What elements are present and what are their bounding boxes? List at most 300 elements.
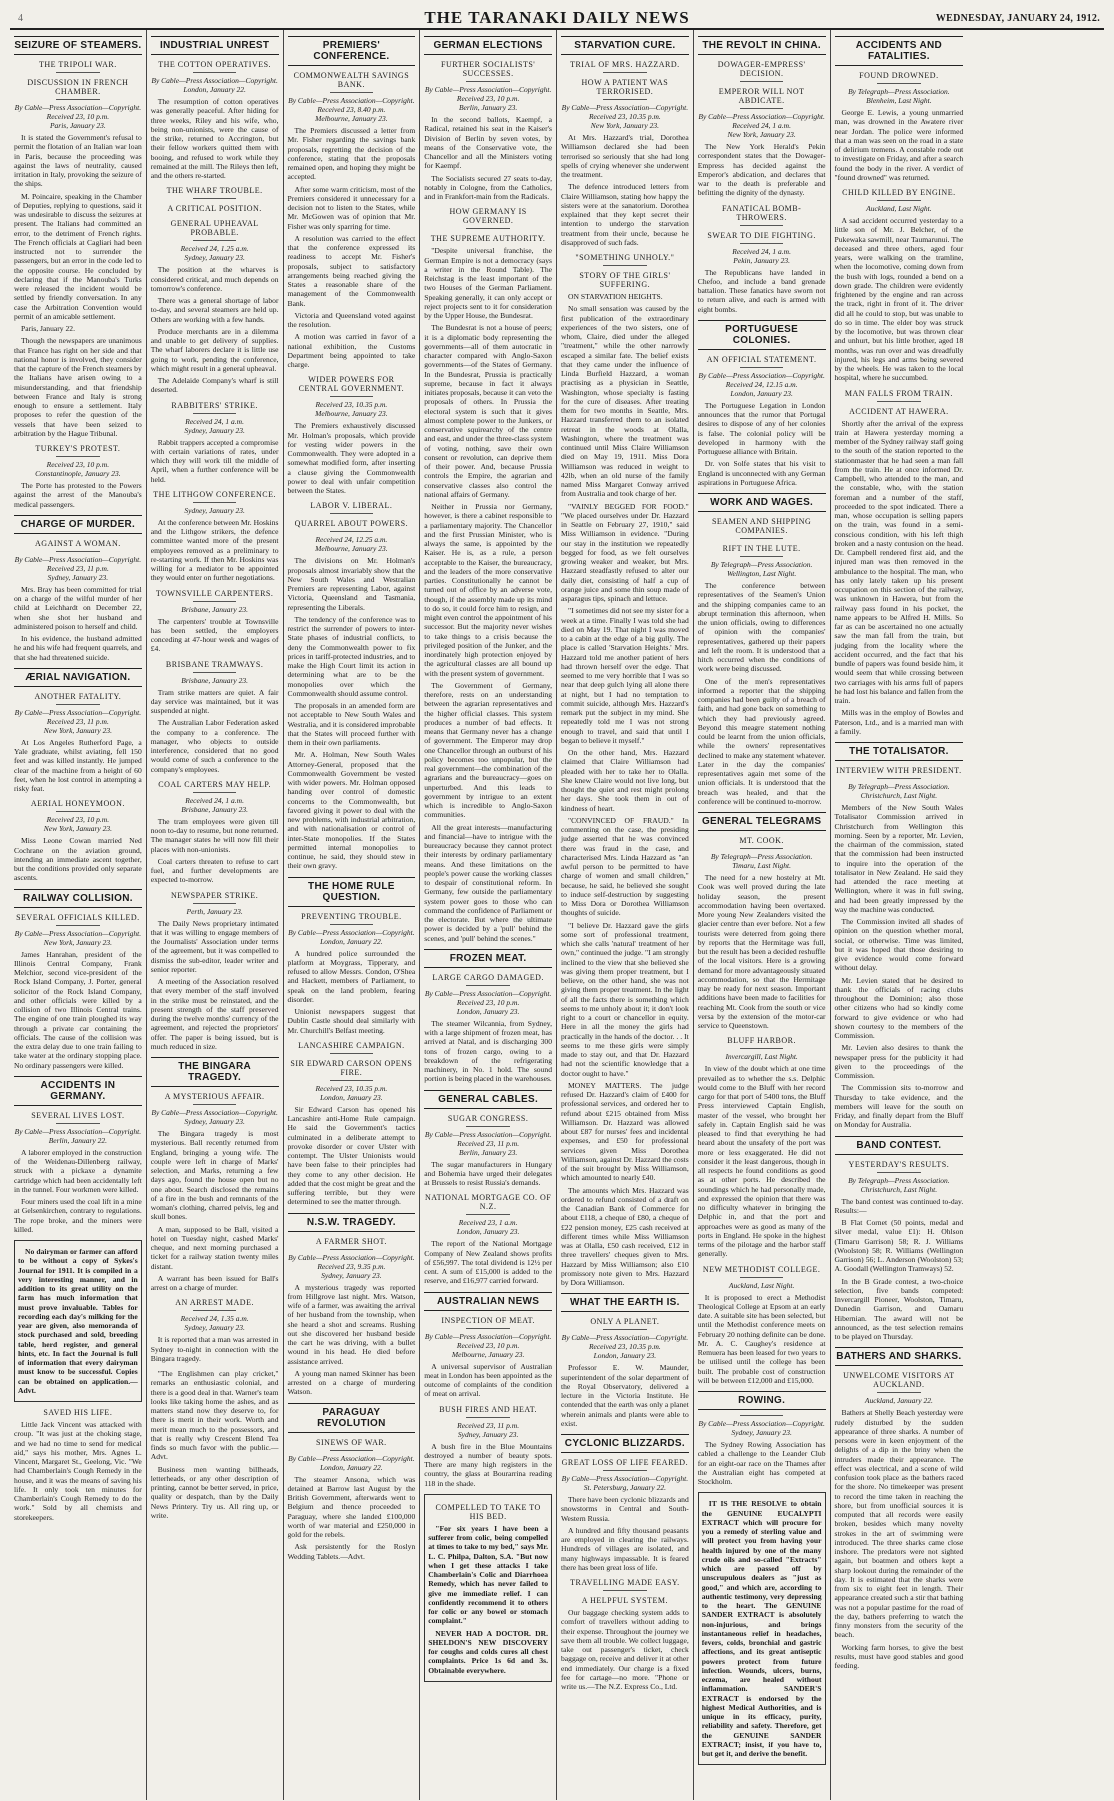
paragraph: The steamer Ansona, which was detained at Barrow last August by the British Government, afterwards went to Belgium and thence proceeded to Paraguay, where she landed £100,000 worth of war material and £250,000 in gold for the rebels. [287,1474,416,1539]
article [288,375,416,495]
divider [740,1415,783,1416]
divider [330,92,373,93]
paragraph: A mysterious tragedy was reported from Hillgrove last night. Mrs. Watson, wife of a farmer, was awaiting the arrival of her husband from the township, when she heard a shot and screams. Rushing out she discovered her husband beside the cart he was driving, with a bullet wound in his head. He died before assistance arrived. [287,1282,416,1366]
paragraph: A young man named Skinner has been arrested on a charge of murdering Watson. [287,1368,416,1397]
paragraph: The New York Herald's Pekin correspondent states that the Dowager-Empress has decided against the Emperor's abdication, and declares that war to the death is preferable and befitting the dignity of the dynasty. [697,142,826,198]
article [424,1090,552,1188]
dateline: By Cable—Press Association—Copyright. [14,554,142,564]
paragraph: A universal supervisor of Australian meat in London has been appointed as the outcome of complaints of the condition of meat on arrival. [424,1361,552,1399]
dateline: St. Petersburg, January 22. [583,1483,666,1492]
dateline: Christchurch, Last Night. [860,1184,938,1194]
paragraph: A warrant has been issued for Ball's arrest on a charge of murder. [150,1273,279,1292]
paragraph: M. Poincaire, speaking in the Chamber of Deputies, replying to questions, said it was undesirable to discuss the seizures at present. The Italians had committed an error, to the detriment of French rights. The French officials at Cagliari had been instructed not to surrender the passengers, but an error in the code led to the opposite course. He concluded by declaring that if the Manouba's Turks were released the incident would be settled by friendly conversation. In any case the Arbitration Convention would permit of an amicable settlement. [14,191,142,321]
article-subheading: A MYSTERIOUS AFFAIR. [164,1092,265,1101]
divider [740,108,783,109]
divider [330,531,373,532]
paragraph: Paris, January 22. [21,324,75,333]
dateline: New York, January 23. [43,725,112,735]
paragraph: In his evidence, the husband admitted he and his wife had frequent quarrels, and that she had threatened suicide. [14,634,142,662]
dateline: Received 24, 1.25 a.m. [180,244,249,254]
divider [330,924,373,925]
dateline: By Cable—Press Association—Copyright. [14,103,142,112]
divider [740,538,783,539]
dateline: By Cable—Press Association—Copyright. [698,1419,825,1428]
column-2 [147,30,284,1800]
divider [466,1126,509,1127]
article-subheading: "SOMETHING UNHOLY." [575,253,675,262]
dateline: Received 23, 10.35 p.m. [588,112,661,121]
divider [193,240,236,241]
article-heading: FROZEN MEAT. [424,949,552,968]
article-subheading: SEAMEN AND SHIPPING COMPANIES. [711,517,812,535]
article-heading: INDUSTRIAL UNREST [151,36,279,55]
article-subheading: INSPECTION OF MEAT. [441,1315,535,1325]
advertisement [14,1240,142,1402]
dateline: London, January 22. [320,1462,383,1472]
paragraph: At Los Angeles Rutherford Page, a Yale graduate, whilst aviating, fell 150 feet and was killed instantly. He jumped clear of the machine from a height of 60 feet, when he lost control in attempting a risky feat. [14,737,142,793]
divider [466,1417,509,1418]
paragraph: Our baggage checking system adds to comfort of travellers without adding to their expense. Throughout the journey we save them all trouble. We collect luggage, take out passenger's ticket, check baggage on, receive and deliver it at other end immediately. Our charge is a fixed fee for cartage—no more. "Phone or write us.—The N.Z. Express Co., Ltd. [561,1608,689,1691]
dateline: London, January 23. [320,1092,383,1102]
paragraph: The Government of Germany, therefore, rests on an understanding between the agrarian representatives and the higher official classes. This system produces a number of bad effects. It means that Germany never has a change of government. The Emperor may drop one Chancellor through an outburst of his policy becomes too unpopular, but the real government—the combination of the agrarians and the bureaucracy—goes on unperturbed. And this leads to government by intrigue to an extent which is incredible to Anglo-Saxon communities. [424,680,552,820]
article [288,501,416,870]
paragraph: The Australian Labor Federation asked the company to a conference. The manager, who objects to outside interference, considered that no good would come of such a conference to the company's employees. [150,718,279,774]
paragraph: The Premiers discussed a letter from Mr. Fisher regarding the savings bank proposals, regretting the decision of the conference, stating that the proposals remained open, and hoping they might be accepted. [287,126,416,182]
dateline: Received 23, 10 p.m. [456,997,520,1007]
paragraph: The steamer Wilcannia, from Sydney, with a large shipment of frozen meat, has arrived at Natal, and is discharging 300 tons of frozen cargo, owing to a breakdown of the refrigerating machinery, in No. 1 hold. The sound portion is being placed in the warehouses. [424,1018,552,1084]
article-subheading: EMPEROR WILL NOT ABDICATE. [718,87,805,105]
article-heading: PREMIERS' CONFERENCE. [288,36,416,66]
dateline: By Cable—Press Association—Copyright. [288,96,415,105]
article [14,36,142,438]
paragraph: Mr. Levien also desires to thank the newspaper press for the publicity it had given to the proceedings of the Commission. [834,1043,964,1080]
divider [603,99,646,100]
paragraph: "VAINLY BEGGED FOR FOOD." "We placed ourselves under Dr. Hazzard in Seattle on February 27, 1910," said Miss Williamson in evidence. "During our stay in the institution we repeatedly begged for food, as we felt ourselves growing weaker and weaker, but Mrs. Hazzard steadfastly refused to alter our daily diet, consisting of half a cup of orange juice and some thin soup made of asparagus tips, spinach and lettuce. [561,501,689,603]
article [288,1403,416,1561]
dateline: Received 24, 12.15 a.m. [725,379,798,389]
article-heading: THE TOTALISATOR. [835,742,964,761]
dateline: New York, January 23. [590,121,659,130]
article-subheading: CHILD KILLED BY ENGINE. [842,188,956,197]
article [151,401,279,484]
article-subheading: PREVENTING TROUBLE. [301,911,402,921]
dateline: By Cable—Press Association—Copyright. [14,1126,142,1136]
article-subheading: SUGAR CONGRESS. [447,1113,529,1123]
dateline: Received 23, 10 p.m. [456,1340,520,1350]
paragraph: A hundred police surrounded the platform at Moygrass, Tipperary, and refused to allow Messrs. Condon, O'Shea and Hackett, members of Parliament, to speak on the land problem, fearing disorder. [287,948,416,1004]
divider [740,367,783,368]
paragraph: Business men wanting billheads, letterheads, or any other description of printing, cannot be better served, in price, quality or despatch, than by the Daily News Printery. Try us. All ring up, or write. [150,1464,279,1520]
article [14,889,142,1070]
paragraph: It is reported that a man was arrested in Sydney to-night in connection with the Bingara tragedy. [150,1335,279,1363]
paragraph: Little Jack Vincent was attacked with croup. "It was just at the choking stage, and we had no time to send for medical aid," says his mother, Mrs. Agnes L. Vincent, Margaret St., Geelong, Vic. "We had Chamberlain's Cough Remedy in the house, and it was the means of saving his life. It only took ten minutes for Chamberlain's Cough Remedy to do the work." Sold by all chemists and storekeepers. [14,1420,142,1522]
dateline: Invercargill, Last Night. [725,1052,798,1062]
divider [193,903,236,904]
paragraph: "For six years I have been a sufferer from colic, being compelled at times to take to my bed," says Mr. L. C. Philpa, Dalton, S.A. "But now when I get these attacks I take Chamberlain's Colic and Diarrhoea Remedy, which has never failed to give me immediate relief. I can confidently recommend it to others for colic or any bowel or stomach complaint." [428,1523,548,1626]
article-heading: SEIZURE OF STEAMERS. [14,36,142,55]
paragraph: Coal carters threaten to refuse to cart fuel, and further developments are expected to-morrow. [150,856,279,885]
article [424,1193,552,1285]
divider [193,1310,236,1311]
paragraph: It is proposed to erect a Methodist Theological College at Epsom at an early date. A suitable site has been selected, but until the Methodist conference meets on February 20 nothing definite can be done. Mr. A. C. Caughey's residence at Remuera has been leased for two years to be utilised until the college has been built. The probable cost of construction will be between £12,000 and £15,000. [697,1292,826,1385]
article-heading: THE REVOLT IN CHINA. [698,36,826,55]
article [14,799,142,882]
dateline: By Cable—Press Association—Copyright. [424,85,552,94]
dateline: Auckland, January 22. [864,1396,933,1406]
dateline: Received 24, 12.25 a.m. [315,535,388,545]
paragraph: Ask persistently for the Roslyn Wedding Tablets.—Advt. [287,1542,416,1561]
article-subheading: BRISBANE TRAMWAYS. [165,659,264,669]
article [151,891,279,1052]
paragraph: The Bingara tragedy is most mysterious. Ball recently returned from England, bringing a young wife. The couple were left in charge of Marks' selection, and Marks, returning a few days ago, found the house open but no one about. Search disclosed the remains of a fire in the bush and remnants of the woman's clothing, charred pelvis, leg and skull bones. [150,1129,279,1222]
dateline: Received 23, 10 p.m. [456,94,520,103]
article-subheading: FURTHER SOCIALISTS' SUCCESSES. [441,60,536,78]
article [835,1347,964,1670]
article-subheading: ONLY A PLANET. [590,1317,660,1327]
paragraph: After some warm criticism, most of the Premiers considered it unnecessary for a decision not to listen to the States, while Mr. McGowen was of opinion that Mr. Fisher was only sparring for time. [287,184,416,231]
dateline: By Cable—Press Association—Copyright. [14,707,142,717]
paragraph: All the great interests—manufacturing and financial—have to intrigue with the bureaucracy because they cannot protect their interests by ordinary parliamentary means. And these limitations on the people's power cause the working classes to despair of constitutional reform. In Germany, few outside the parliamentary system power goes to those who can command the confidence of Parliament or the electorate. But where the ultimate power is decided by a 'pull' behind the scenes, and 'pull' behind the scenes." [424,822,552,943]
article [151,1057,279,1292]
dateline: By Cable—Press Association—Copyright. [424,1331,552,1341]
issue-date: WEDNESDAY, JANUARY 24, 1912. [935,13,1100,24]
dateline: By Telegraph—Press Association. [710,560,813,569]
divider [740,556,783,557]
article-subheading: THE LITHGOW CONFERENCE. [153,489,276,499]
paragraph: No small sensation was caused by the first publication of the extraordinary experiences of the two sisters, one of whom, Claire, died under the alleged "treatment," while the other narrowly escaped a similar fate. The belief exists that they came under the influence of Linda Burfield Hazzard, a woman practising as a physician in Seattle, Washington, whose specialty is fasting for the cure of diseases. After treating them for two months in Seattle, Mrs. Hazzard transferred them to an isolated retreat in the woods at Olalla, Washington, where the treatment was continued until Miss Claire Williamson died on May 19, 1911. Miss Dora Williamson was reduced in weight to 42lb, when an old nurse of the family named Miss Margaret Conway arrived from Australia and took charge of her. [561,304,689,499]
article-subheading: BLUFF HARBOR. [727,1036,796,1046]
article-subheading: DOWAGER-EMPRESS' DECISION. [717,60,806,78]
article-heading: PORTUGUESE COLONIES. [698,320,826,350]
dateline: Received 23, 10 p.m. [46,112,110,121]
dateline: Melbourne, January 23. [315,544,388,554]
dateline: Received 23, 10 p.m. [46,815,110,825]
dateline: By Telegraph—Press Association. [710,852,813,861]
divider [603,1470,646,1471]
article-heading: GENERAL CABLES. [424,1090,552,1109]
paragraph: Mr. A. Holman, New South Wales Attorney-General, proposed that the Commonwealth Government be vested with wider powers. Mr. Holman opposed handing over control of domestic concerns to the Commonwealth, but favored giving it power to deal with the new problems, with industrial arbitration, and with nationalisation or control of inter-State monopolies. If the States permitted internal monopolies to continue, he said, they should stew in their own gravy. [287,750,416,871]
divider [193,72,236,73]
dateline: London, January 23. [593,1351,657,1361]
article [14,444,142,509]
paragraph: The tram employees were given till noon to-day to resume, but none returned. The manager states he will now fill their places with non-unionists. [150,816,279,854]
dateline: By Cable—Press Association—Copyright. [14,928,142,938]
dateline: By Cable—Press Association—Copyright. [561,103,689,112]
dateline: Melbourne, January 23. [315,114,388,123]
paragraph: Members of the New South Wales Totalisator Commission arrived in Christchurch from Wellington this morning. Seen by a reporter, Mr. Levien, the chairman of the commission, stated that the commission had been instructed to inquire into the operation of the totalisator in New Zealand. He said they had attended the race meeting at Wellington, where it was in full swing, and had been greatly impressed by the way the machine was conducted. [834,803,964,914]
paragraph: A sad accident occurred yesterday to a little son of Mr. J. Belcher, of the Pukewaka sawmill, near Taumarunui. The deceased and three others, aged four years, were walking on the tramline, when the locomotive, coming down from the bush with logs, rounded a bend on a down grade. The children were evidently frightened by the engine and ran across the track, right in front of it. The driver did all he could to stop, but was unable to do so in time. The elder boy was struck by the locomotive, but was thrown clear and unhurt, but his little brother, aged 18 months, was run over and was dreadfully injured, his legs and arms being severed by the wheels. He was taken to the local hospital, where he succumbed. [834,216,964,383]
paragraph: Professor E. W. Maunder, superintendent of the solar department of the Royal Observatory, delivered a lecture in the Victoria Institute. He contended that the earth was only a planet wherein animals and plants were able to exist. [561,1363,689,1428]
column-3 [284,30,421,1800]
dateline: Received 23, 10.35 p.m. [315,400,388,410]
dateline: Perth, January 23. [186,906,243,916]
dateline: Pekin, January 23. [733,255,790,265]
paragraph: The amounts which Mrs. Hazzard was ordered to refund consisted of a draft on the Canadian Bank of Commerce for about £118, a cheque of £80, a cheque of £22 pension money, £25 cash received at different times while Miss Williamson was at Olalla, £50 cash received, £12 in three travellers' cheques given to Mrs. Hazzard by Miss Williamson; also £10 promissory note given to Mrs. Hazzard by Dora Williamson. [561,1185,689,1287]
paragraph: The Adelaide Company's wharf is still deserted. [150,376,279,395]
dateline: Berlin, January 23. [458,103,518,112]
newspaper-title: THE TARANAKI DAILY NEWS [424,8,690,27]
article-subheading: FANATICAL BOMB-THROWERS. [721,203,802,222]
article-subheading: ANOTHER FATALITY. [34,691,122,701]
article-subheading: SEVERAL OFFICIALS KILLED. [16,912,140,922]
article-subheading: HOW GERMANY IS GOVERNED. [449,207,527,226]
dateline: By Cable—Press Association—Copyright. [424,988,552,998]
article-subheading: AGAINST A WOMAN. [35,538,121,548]
paragraph: The Premiers exhaustively discussed Mr. Holman's proposals, which provide for vesting wider powers in the Commonwealth. They were adopted in a somewhat modified form, after inserting a clause giving the Commonwealth power to deal with unfair competition between the States. [287,421,416,495]
article [288,877,416,1035]
dateline: Received 24, 1.35 a.m. [180,1314,249,1324]
dateline: Received 23, 1 a.m. [458,1218,518,1228]
article-subheading: COMMONWEALTH SAVINGS BANK. [293,71,410,89]
article [151,1369,279,1520]
article [835,188,964,383]
divider [330,1249,373,1250]
article [14,1076,142,1234]
article [561,1434,689,1572]
dateline: Berlin, January 23. [458,1147,518,1157]
paragraph: The Porte has protested to the Powers against the arrest of the Manouba's medical passengers. [14,481,142,509]
article [151,219,279,394]
dateline: By Cable—Press Association—Copyright. [288,927,415,937]
paragraph: The position at the wharves is considered critical, and much depends on tomorrow's conference. [150,265,279,293]
paragraph: MONEY MATTERS. The judge refused Dr. Hazzard's claim of £400 for professional services, and ordered her to refund about £215 obtained from Miss Williamson. Dr. Hazzard was allowed about £87 for nurses' fees and incidental expenses, and £50 for professional services given Miss Dorothea Williamson, against Dr. Hazzard the costs of the suit brought by Miss Williamson, which amounted to nearly £40. [561,1080,689,1183]
divider [56,925,99,926]
dateline: New York, January 23. [43,824,112,834]
paragraph: Working farm horses, to give the best results, must have good stables and good feeding. [834,1642,964,1670]
article-subheading: GREAT LOSS OF LIFE FEARED. [561,1458,689,1467]
dateline: Received 23, 11 p.m. [457,1138,520,1148]
article [835,36,964,182]
article-subheading: DISCUSSION IN FRENCH CHAMBER. [27,78,129,96]
dateline: Blenheim, Last Night. [866,96,932,105]
article-subheading: STORY OF THE GIRLS' SUFFERING. [579,271,671,289]
article-subheading: AN ARREST MADE. [175,1298,254,1308]
article-heading: AUSTRALIAN NEWS [424,1292,552,1311]
paragraph: The conference between representatives of the Seamen's Union and the shipping companies came to an abrupt termination this afternoon, when the union officials, owing to differences of opinion with the companies' representatives, gathered up their papers and left the room. It is understood that a hitch occurred when the conditions of work were being discussed. [697,581,826,674]
divider [877,1172,921,1173]
paragraph: "I sometimes did not see my sister for a week at a time. Finally I was told she had died on May 19. That night I was moved to a cabin at the edge of a big gully. The place is called 'Starvation Heights.' Mrs. Hazzard told me another patient of hers had thrown herself over the edge. That seemed to me very horrible that I was so near that deep gulch lying all alone there at night, but I had no temptation to commit suicide, although Mrs. Hazzard's remark put the subject in my mind. She repeatedly told me I was not strong enough to travel, and said that until I began to believe it myself." [561,606,689,745]
paragraph: At the conference between Mr. Hoskins and the Lithgow strikers, the defence committee wanted more of the present employees removed as a preliminary to re-starting work. If then Mr. Hoskins was willing for a mediator to be appointed they would enter on further negotiations. [150,517,279,583]
article-heading: ROWING. [698,1391,826,1410]
dateline: Sydney, January 23. [731,1428,792,1437]
paragraph: Rabbit trappers accepted a compromise with certain variations of rates, under which they will work till the middle of April, when a further conference will be held. [150,437,279,484]
article-subheading: LARGE CARGO DAMAGED. [432,972,544,982]
paragraph: ON STARVATION HEIGHTS. [568,292,663,301]
dateline: By Telegraph—Press Association. [848,782,950,791]
paragraph: The Portuguese Legation in London announces that the rumor that Portugal desires to dispose of any of her colonies is false. The colonial policy will be developed in harmony with the Portuguese alliance with Britain. [697,400,826,456]
dateline: By Telegraph—Press Association. [848,1175,950,1185]
article-subheading: TOWNSVILLE CARPENTERS. [155,588,274,598]
column-4 [420,30,557,1800]
dateline: London, January 23. [456,1006,520,1016]
article-heading: RAILWAY COLLISION. [14,889,142,908]
paragraph: The defence introduced letters from Claire Williamson, stating how happy the sisters were at the sanatorium. Dorothea explained that they kept secret their intention to undergo the starvation treatment from their uncle, because he disapproved of such fads. [561,182,689,247]
dateline: Auckland, Last Night. [866,204,932,213]
paragraph: Unionist newspapers suggest that Dublin Castle should deal similarly with Mr. Churchill's Belfast meeting. [287,1007,416,1035]
article-subheading: LANCASHIRE CAMPAIGN. [298,1040,405,1050]
paragraph: A man, supposed to be Ball, visited a hotel on Tuesday night, cashed Marks' cheque, and next morning purchased a ticket for a railway station twenty miles distant. [150,1224,279,1271]
article-heading: ÆRIAL NAVIGATION. [14,668,142,687]
article [698,812,826,1030]
dateline: By Cable—Press Association—Copyright. [424,1129,552,1139]
article [151,780,279,885]
article [424,207,552,943]
article-subheading: INTERVIEW WITH PRESIDENT. [836,766,962,775]
paragraph: The Commission sits to-morrow and Thursday to take evidence, and the members will leave for the south on Friday, and finally depart from the Bluff on Monday for Australia. [834,1083,964,1130]
article [424,1405,552,1488]
dateline: Brisbane, January 23. [181,604,248,614]
dateline: By Cable—Press Association—Copyright. [698,112,825,121]
article-subheading: HOW A PATIENT WAS TERRORISED. [581,78,669,96]
dateline: Wellington, Last Night. [726,569,797,578]
divider [56,72,99,73]
paragraph: "I believe Dr. Hazzard gave the girls some sort of professional treatment, which she calls 'natural' treatment of her own," continued the judge. "I am strongly inclined to the view that she believed she was giving them proper treatment, but I believe, on the other hand, she was not giving them proper treatment. In the light of all the facts there is something which seems to me unholy about it; it don't look right to a court or chancellor in equity. Here in all the money the girls had practically in the hands of the doctor. . . It seems to me these girls were simply made to stay out, and that Dr. Hazzard had not the scientific knowledge that a doctor ought to have." [561,920,689,1078]
article-heading: ACCIDENTS AND FATALITIES. [835,36,964,66]
article [698,204,826,314]
article [151,36,279,180]
dateline: By Cable—Press Association—Copyright. [288,1252,415,1262]
dateline: By Cable—Press Association—Copyright. [698,370,825,380]
article [561,1293,689,1428]
paragraph: NEVER HAD A DOCTOR. DR. SHELDON'S NEW DISCOVERY for coughs and colds cures all chest complaints. Price 1s 6d and 3s. Obtainable everywhere. [428,1628,548,1675]
page-number: 4 [18,13,24,24]
paragraph: B Flat Cornet (50 points, medal and silver medal, value £1): H. Ohlson (Timaru Garrison) 58; R. J. Williams (Woolston) 58; R. Williams (Wellington Garrison) 56; L. Anderson (Woolston) 53; A. Goodall (Wellington Tramways) 52. [834,1218,964,1274]
columns-container [10,30,1104,1800]
dateline: New York, January 23. [43,937,112,947]
article-subheading: FOUND DROWNED. [859,71,939,80]
paragraph: Mills was in the employ of Bowles and Paterson, Ltd., and is a married man with a family. [834,708,964,736]
dateline: Received 24, 1 a.m. [185,416,244,426]
article-subheading: RIFT IN THE LUTE. [722,544,801,553]
dateline: Brisbane, January 23. [181,804,248,814]
paragraph: The divisions on Mr. Holman's proposals almost invariably show that the New South Wales and Westralian Premiers are representing Labor, against Victoria, Queensland and Tasmania, representing the Liberals. [287,556,416,612]
divider [603,265,646,266]
dateline: By Cable—Press Association—Copyright. [151,1108,278,1117]
article [561,1578,689,1691]
advertisement [424,1494,552,1682]
article-heading: PARAGUAY REVOLUTION [288,1403,416,1433]
article-subheading: RABBITERS' STRIKE. [171,400,258,410]
dateline: Paris, January 23. [49,121,106,130]
divider [740,1277,783,1278]
paragraph: Neither in Prussia nor Germany, however, is there a cabinet responsible to a parliamentary majority. The Chancellor and the first Prussian Minister, who is always the same, is appointed by the Kaiser. He is, as a rule, a person acceptable to the Kaiser, the bureaucracy, and the leaders of the more conservative parties. Constitutionally he cannot be turned out of office by an adverse vote, though, if the assembly made up its mind to do so, it could force him to resign, and might even control the appointment of his successor. But the majority never wishes to take things to a crisis because the privileged position of the Junker, and the inordinately high protection enjoyed by the agricultural classes are all bound up with the present system of government. [424,502,552,678]
article-subheading: SINEWS OF WAR. [316,1437,387,1447]
dateline: Received 23, 11 p.m. [46,716,109,726]
divider [330,1053,373,1054]
divider [740,243,783,244]
paragraph: A hundred and fifty thousand peasants are employed in clearing the railways. Hundreds of villages are isolated, and many highways impassable. It is feared there has been great loss of life. [561,1525,689,1572]
divider [56,551,99,552]
article-subheading: BUSH FIRES AND HEAT. [439,1404,538,1414]
article-heading: CHARGE OF MURDER. [14,515,142,534]
dateline: Timaru, Last Night. [732,861,792,870]
paragraph: "Despite universal franchise, the German Empire is not a democracy (says a writer in the Round Table). The Reichstag is the least important of the two Houses of the German Parliament. Speaking generally, it can only accept or reject projects sent to it for consideration by the Upper House, the Bundesrat. [424,246,552,320]
dateline: Sydney, January 23. [184,1323,245,1333]
paragraph: Produce merchants are in a dilemma and unable to get delivery of supplies. The wharf laborers declare it is little use going to work, pending the conference, which might result in a general upheaval. [150,326,279,373]
article [14,515,142,662]
dateline: Received 24, 1 a.m. [732,246,791,256]
paragraph: The Republicans have landed in Chefoo, and include a band grenade battalion. These fanatics have sworn not to return alive, and each is armed with eight bombs. [697,267,826,314]
article-heading: GENERAL TELEGRAMS [698,812,826,831]
paragraph: The band contest was continued to-day. Results:— [834,1196,964,1215]
paragraph: Though the newspapers are unanimous that France has right on her side and that national honor is involved, they consider that the capture of the French steamers by the Italians have arisen owing to a misunderstanding, and that friendship between France and Italy is strong enough to ensure a settlement. Italy proposes to refer the question of the vessels that have been seized to arbitration by the Hague Tribunal. [14,336,142,438]
article-subheading: QUARREL ABOUT POWERS. [294,519,409,529]
article [151,589,279,654]
paragraph: Sir Edward Carson has opened his Lancashire anti-Home Rule campaign. He said the Government's tactics culminated in a deliberate attempt to provoke disorder or cover Ulster with contempt. The Ulster Unionists would have been false to their principles had they come to any other decision. He added that the cost might be great and the suffering terrible, but they were determined to see the matter through. [287,1104,416,1207]
paragraph: Tram strike matters are quiet. A fair day service was maintained, but it was suspended at night. [150,687,279,715]
paragraph: Victoria and Queensland voted against the resolution. [287,310,416,329]
divider [603,1329,646,1330]
paragraph: "The Englishmen can play cricket," remarks an enthusiastic colonial, and there is a good deal in that. Warner's team looks like taking home the ashes, and as matters stand now they deserve to, for there is merit in their work. Worth and merit mean much to the possessors, and that is really why Crescent Blend Tea finds so much favor with the public.—Advt. [150,1369,279,1462]
paragraph: A motion was carried in favor of a national exhibition, the Customs Department being appointed to take charge. [287,332,416,369]
divider [193,672,236,673]
divider [740,848,783,849]
article-heading: STARVATION CURE. [561,36,689,55]
divider [193,413,236,414]
article [698,1265,826,1386]
paragraph: The resumption of cotton operatives was generally peaceful. After hiding for three weeks, Riley and his wife, who, being non-unionists, were the cause of the strike, returned to Accrington, but their fellow workers quitted them with booing, and refused to work while they remained at the mill. The Rileys then left, and the others re-started. [150,97,279,180]
dateline: New York, January 23. [727,130,796,139]
article-subheading: THE SUPREME AUTHORITY. [430,234,546,244]
article-subheading: AERIAL HONEYMOON. [30,799,125,809]
article [151,660,279,774]
dateline: Auckland, Last Night. [728,1280,795,1290]
paragraph: A meeting of the Association resolved that every member of the staff involved in the strike must be reinstated, and the present strength of the staff preserved during the twelve months' currency of the agreement, and rejected the proprietors' offer. The paper is being issued, but is much reduced in size. [150,977,279,1051]
divider [330,1080,373,1081]
dateline: Received 23, 11 p.m. [46,563,109,573]
divider [603,72,646,73]
article [14,1408,142,1522]
column-7 [831,30,968,1800]
article-subheading: NEW METHODIST COLLEGE. [702,1264,821,1274]
article-subheading: MT. COOK. [739,836,784,845]
article-heading: BAND CONTEST. [835,1136,964,1155]
dateline: Received 24, 1 a.m. [732,121,791,130]
dateline: Received 23, 10.35 p.m. [315,1083,388,1093]
article [698,320,826,487]
paragraph: A laborer employed in the construction of the Weidenau-Dillenberg railway, struck with a pickaxe a dynamite cartridge which had been accidentally left in the tunnel. Four workmen were killed. [14,1147,142,1194]
article-heading: CYCLONIC BLIZZARDS. [561,1434,689,1453]
paragraph: The tendency of the conference was to restrict the surrender of powers to inter-State phases of industrial conflicts, to deny the Commonwealth power to fix prices in tariff-protected industries, and to make the High Court limit its action in determining what are to be the monopolies over which the Commonwealth should assume control. [287,614,416,698]
dateline: Sydney, January 23. [457,1429,519,1439]
article [698,1391,826,1486]
paragraph: James Hanrahan, president of the Illinois Central Company, Frank Melchior, second vice-president of the Rock Island Company, J. Porter, general solicitor of the Rock Island Company, and other officials were killed by a collision of two Illinois Central trains. The engine of one train ploughed its way through a private car containing the officials. The cause of the collision was the extra delay due to one train failing to take water at the ordinary stopping place. No ordinary passengers were killed. [14,949,142,1070]
article-subheading: YESTERDAY'S RESULTS. [848,1159,950,1169]
paragraph: IT IS THE RESOLVE to obtain the GENUINE EUCALYPTI EXTRACT which will procure for you a remedy of sterling value and will protect you from having your health injured by one of the many crude oils and so-called "Extracts" which are passed off by unscrupulous dealers as "just as good," and which are, according to authentic testimony, very depressing to the heart. The GENUINE SANDER EXTRACT is absolutely non-injurious, and brings instantaneous relief in headaches, fevers, colds, bronchial and gastric affections, and its great antiseptic powers protect from future infection. Wounds, ulcers, burns, eczema, are healed without inflammation. SANDER'S EXTRACT is endorsed by the highest Medical Authorities, and is unique in its efficacy, purity, reliability and safety. Therefore, get the GENUINE SANDER EXTRACT; insist, if you have to, but get it, and derive the benefit. [701,1499,822,1758]
dateline: By Cable—Press Association—Copyright. [561,1333,689,1343]
divider [330,1450,373,1451]
divider [56,811,99,812]
article [424,949,552,1084]
divider [466,1328,509,1329]
paragraph: The Daily News proprietary intimated that it was willing to engage members of the Journalists' Association under terms of the agreement, but it was compelled to dismiss the sub-editor, leader writer and senior reporter. [150,918,279,974]
article-heading: THE HOME RULE QUESTION. [288,877,416,907]
article-subheading: A CRITICAL POSITION. [167,204,262,214]
article-subheading: THE TRIPOLI WAR. [39,60,117,69]
column-1 [10,30,147,1800]
article-heading: THE BINGARA TRAGEDY. [151,1057,279,1087]
article-subheading: TRIAL OF MRS. HAZZARD. [570,60,680,69]
paragraph: At Mrs. Hazzard's trial, Dorothea Williamson declared she had been terrorised so seriously that she had long spells of crying whenever she underwent the treatment. [561,133,689,179]
paragraph: The Bundesrat is not a house of peers; it is a diplomatic body representing the governments—all of them autocratic in character compared with Anglo-Saxon governments—of the States of Germany. In the Bundesrat, Prussia is practically supreme, because in fact it always initiates proposals, because it can veto the proposals of others. In Prussia the electoral system is such that it gives almost complete power to the Junkers, or conservative squirearchy of the centre and east, and under the three-class system of voting, nothing, save their own consent or revolution, can deprive them of their power. And, because Prussia controls the Empire, the agrarian and conservative classes also control the national affairs of Germany. [424,323,552,499]
dateline: Received 23, 11 p.m. [457,1420,520,1430]
paragraph: Shortly after the arrival of the express train at Hawera yesterday morning a member of the Sydney railway staff going to the south of the station reported to the stationmaster that he had seen a man fall from the train. He at once informed Dr. Campbell, who attended to the man, and the constable, who, with the station foreman and a number of the staff, proceeded to the spot indicated. There a man, whose occupation is selling papers on the train, was found in a semi-conscious condition, with his left thigh broken and a nasty contusion on the head. Dr. Campbell rendered first aid, and the injured man was then removed in the ambulance to the hospital. The man, who has only lately taken up his present occupation on this section of the railway, was unknown in Hawera, but from the railway pass found in his pocket, the name appears to be Alfred H. Mills. So far as can be ascertained no one actually saw the man fall from the train, but judging from the locality where the accident occurred, and the fact that his bundle of papers was found beside him, it would seem that while crossing between two carriages with his arms full of papers he had lost his balance and fallen from the train. [834,418,964,705]
paragraph: The Socialists secured 27 seats to-day, notably in Cologne, from the Catholics, and in Frankfort-main from the Radicals. [424,173,552,201]
dateline: Received 24, 1 a.m. [185,795,244,805]
paragraph: There was a general shortage of labor to-day, and several steamers are held up. Others are working with a few hands. [150,296,279,324]
paragraph: A resolution was carried to the effect that the conference expressed its readiness to accept Mr. Fisher's proposals, subject to satisfactory arrangements being reached giving the States a reasonable share of the management of the Commonwealth Bank. [287,233,416,308]
paragraph: Bathers at Shelly Beach yesterday were rudely disturbed by the sudden appearance of three sharks. A number of persons were in keen enjoyment of the delights of a dip in the briny when the intruders made their appearance. The effect was electrical, and a scene of wild confusion took place as the bathers raced for the shore. No timekeeper was present to record the time taken in reaching the shore, but from unofficial sources it is computed that all records were easily broken, besides which many novelty strokes in the art of swimming were introduced. The three sharks came close inshore. The predators were not sighted again, but boatmen and others kept a sharp lookout during the remainder of the day. It is estimated that the sharks were from six to eight feet in length. Their appearance created such a stir that bathing was not a popular pastime for the road of the day, bathers preferring to watch the finny monsters from the security of the beach. [834,1408,964,1640]
